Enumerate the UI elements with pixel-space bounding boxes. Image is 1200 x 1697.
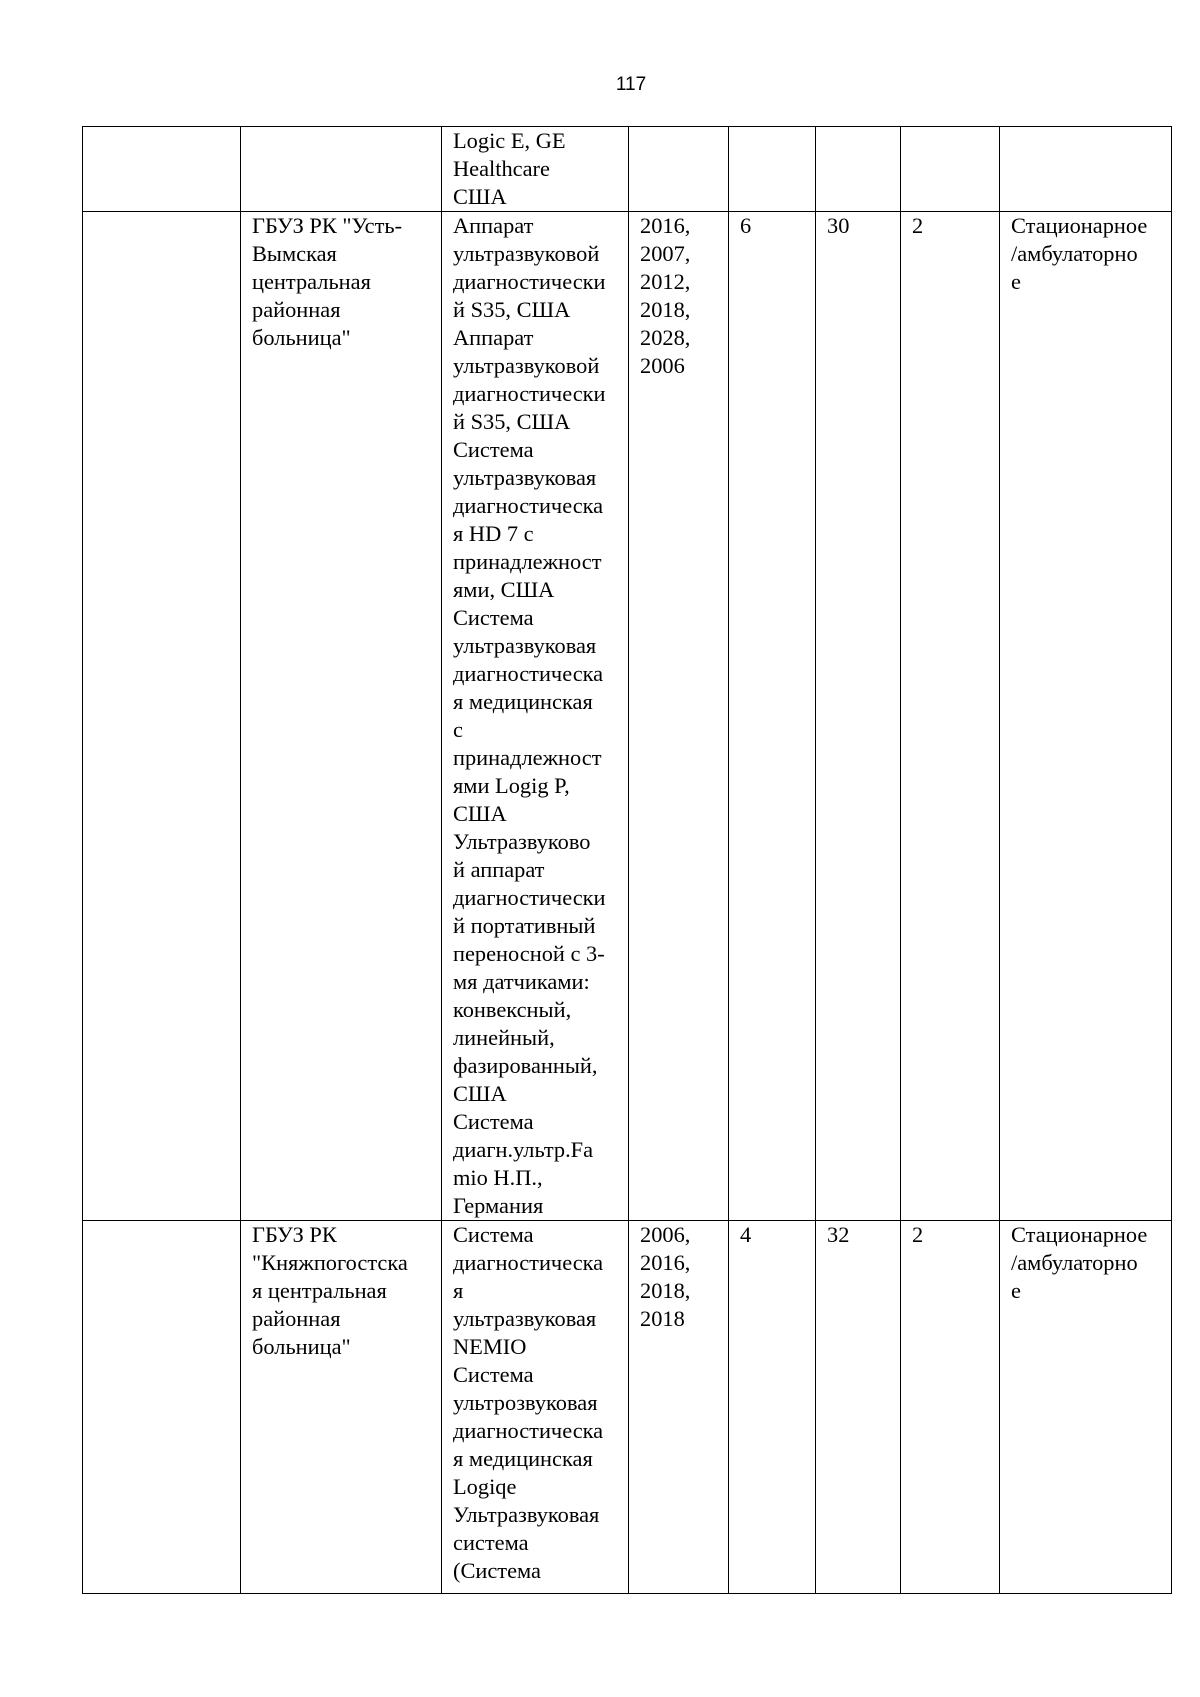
cell-line: ГБУЗ РК "Усть-: [252, 213, 403, 238]
cell-line: й S35, США: [453, 409, 571, 434]
cell-line: конвексный,: [453, 997, 572, 1022]
table-row: [83, 1221, 1172, 1594]
institution-cell: [241, 212, 442, 1221]
institution-cell: [241, 127, 442, 212]
care-type-cell: [1000, 212, 1172, 1221]
cell-line: больница": [252, 1334, 351, 1359]
cell-line: 2007,: [640, 241, 691, 266]
cell-line: е: [1011, 1278, 1021, 1303]
cell-line: (Система: [453, 1558, 541, 1583]
cell-line: переносной с 3-: [453, 941, 605, 966]
equipment-cell: [442, 1221, 629, 1594]
cell-line: 2028,: [640, 325, 691, 350]
shift-cell: [901, 1221, 1000, 1594]
cell-line: "Княжпогостска: [252, 1250, 408, 1275]
cell-line: Система: [453, 605, 534, 630]
cell-line: 2006,: [640, 1222, 691, 1247]
cell-line: Система: [453, 1222, 534, 1247]
cell-line: mio Н.П.,: [453, 1165, 543, 1190]
cell-line: ультразвуковая: [453, 465, 597, 490]
shift-cell: [901, 212, 1000, 1221]
cell-line: е: [1011, 269, 1021, 294]
care-type-cell: [1000, 1221, 1172, 1594]
cell-line: /амбулаторно: [1011, 1250, 1138, 1275]
count-cell: [729, 212, 816, 1221]
cell-line: Система: [453, 1362, 534, 1387]
cell-line: диагн.ультр.Fa: [453, 1137, 594, 1162]
cell-line: Вымская: [252, 241, 337, 266]
cell-line: 2018: [640, 1306, 685, 1331]
care-type-cell: [1000, 127, 1172, 212]
cell-line: диагностически: [453, 269, 606, 294]
cell-line: США: [453, 184, 507, 209]
cell-value: 6: [740, 213, 752, 238]
cell-line: Германия: [453, 1193, 544, 1218]
cell-line: ультразвуковой: [453, 241, 600, 266]
table-row: [83, 212, 1172, 1221]
cell-line: Аппарат: [453, 213, 534, 238]
cell-line: 2018,: [640, 1278, 691, 1303]
shift-cell: [901, 127, 1000, 212]
cell-line: Стационарное: [1011, 213, 1148, 238]
cell-line: Аппарат: [453, 325, 534, 350]
staff-cell: [816, 212, 901, 1221]
cell-value: 32: [827, 1222, 850, 1247]
table-row: [83, 127, 1172, 212]
cell-line: 2012,: [640, 269, 691, 294]
cell-line: /амбулаторно: [1011, 241, 1138, 266]
cell-line: система: [453, 1530, 529, 1555]
cell-line: й аппарат: [453, 857, 545, 882]
cell-line: я HD 7 с: [453, 521, 534, 546]
cell-line: й портативный: [453, 913, 596, 938]
equipment-cell: [442, 127, 629, 212]
cell-line: диагностически: [453, 885, 606, 910]
cell-line: больница": [252, 325, 351, 350]
cell-value: 4: [740, 1222, 752, 1247]
row-number-cell: [83, 1221, 241, 1594]
cell-line: принадлежност: [453, 745, 602, 770]
count-cell: [729, 127, 816, 212]
cell-line: ями, США: [453, 577, 555, 602]
cell-line: я: [453, 1278, 464, 1303]
cell-line: районная: [252, 297, 341, 322]
staff-cell: [816, 127, 901, 212]
cell-line: США: [453, 1081, 507, 1106]
page-number: 117: [615, 74, 647, 95]
staff-cell: [816, 1221, 901, 1594]
cell-line: диагностически: [453, 381, 606, 406]
year-cell: [629, 1221, 729, 1594]
count-cell: [729, 1221, 816, 1594]
year-cell: [629, 212, 729, 1221]
cell-line: диагностическа: [453, 1250, 604, 1275]
cell-value: 2: [912, 213, 924, 238]
cell-line: ультразвуковой: [453, 353, 600, 378]
cell-line: Ультразвуковая: [453, 1502, 600, 1527]
cell-line: линейный,: [453, 1025, 555, 1050]
equipment-cell: [442, 212, 629, 1221]
cell-line: Logic E, GE: [453, 128, 566, 153]
cell-line: я медицинская: [453, 1446, 593, 1471]
cell-line: 2018,: [640, 297, 691, 322]
cell-line: диагностическа: [453, 1418, 604, 1443]
cell-line: 2016,: [640, 1250, 691, 1275]
cell-line: Система: [453, 1109, 534, 1134]
cell-line: 2006: [640, 353, 685, 378]
cell-line: США: [453, 801, 507, 826]
cell-line: Стационарное: [1011, 1222, 1148, 1247]
cell-line: районная: [252, 1306, 341, 1331]
cell-line: принадлежност: [453, 549, 602, 574]
cell-line: центральная: [252, 269, 371, 294]
cell-line: я центральная: [252, 1278, 387, 1303]
row-number-cell: [83, 212, 241, 1221]
cell-value: 2: [912, 1222, 924, 1247]
cell-line: ГБУЗ РК: [252, 1222, 337, 1247]
institution-cell: [241, 1221, 442, 1594]
cell-line: диагностическа: [453, 493, 604, 518]
cell-line: мя датчиками:: [453, 969, 590, 994]
cell-line: й S35, США: [453, 297, 571, 322]
cell-line: Ультразвуково: [453, 829, 591, 854]
row-number-cell: [83, 127, 241, 212]
cell-value: 30: [827, 213, 850, 238]
year-cell: [629, 127, 729, 212]
cell-line: ультрозвуковая: [453, 1390, 598, 1415]
cell-line: Logiqe: [453, 1474, 517, 1499]
cell-line: NEMIO: [453, 1334, 527, 1359]
cell-line: диагностическа: [453, 661, 604, 686]
cell-line: с: [453, 717, 463, 742]
cell-line: Healthcare: [453, 156, 550, 181]
cell-line: ультразвуковая: [453, 633, 597, 658]
cell-line: ями Logig P,: [453, 773, 570, 798]
cell-line: фазированный,: [453, 1053, 598, 1078]
cell-line: я медицинская: [453, 689, 593, 714]
equipment-table: [82, 126, 1172, 1594]
cell-line: 2016,: [640, 213, 691, 238]
cell-line: ультразвуковая: [453, 1306, 597, 1331]
cell-line: Система: [453, 437, 534, 462]
